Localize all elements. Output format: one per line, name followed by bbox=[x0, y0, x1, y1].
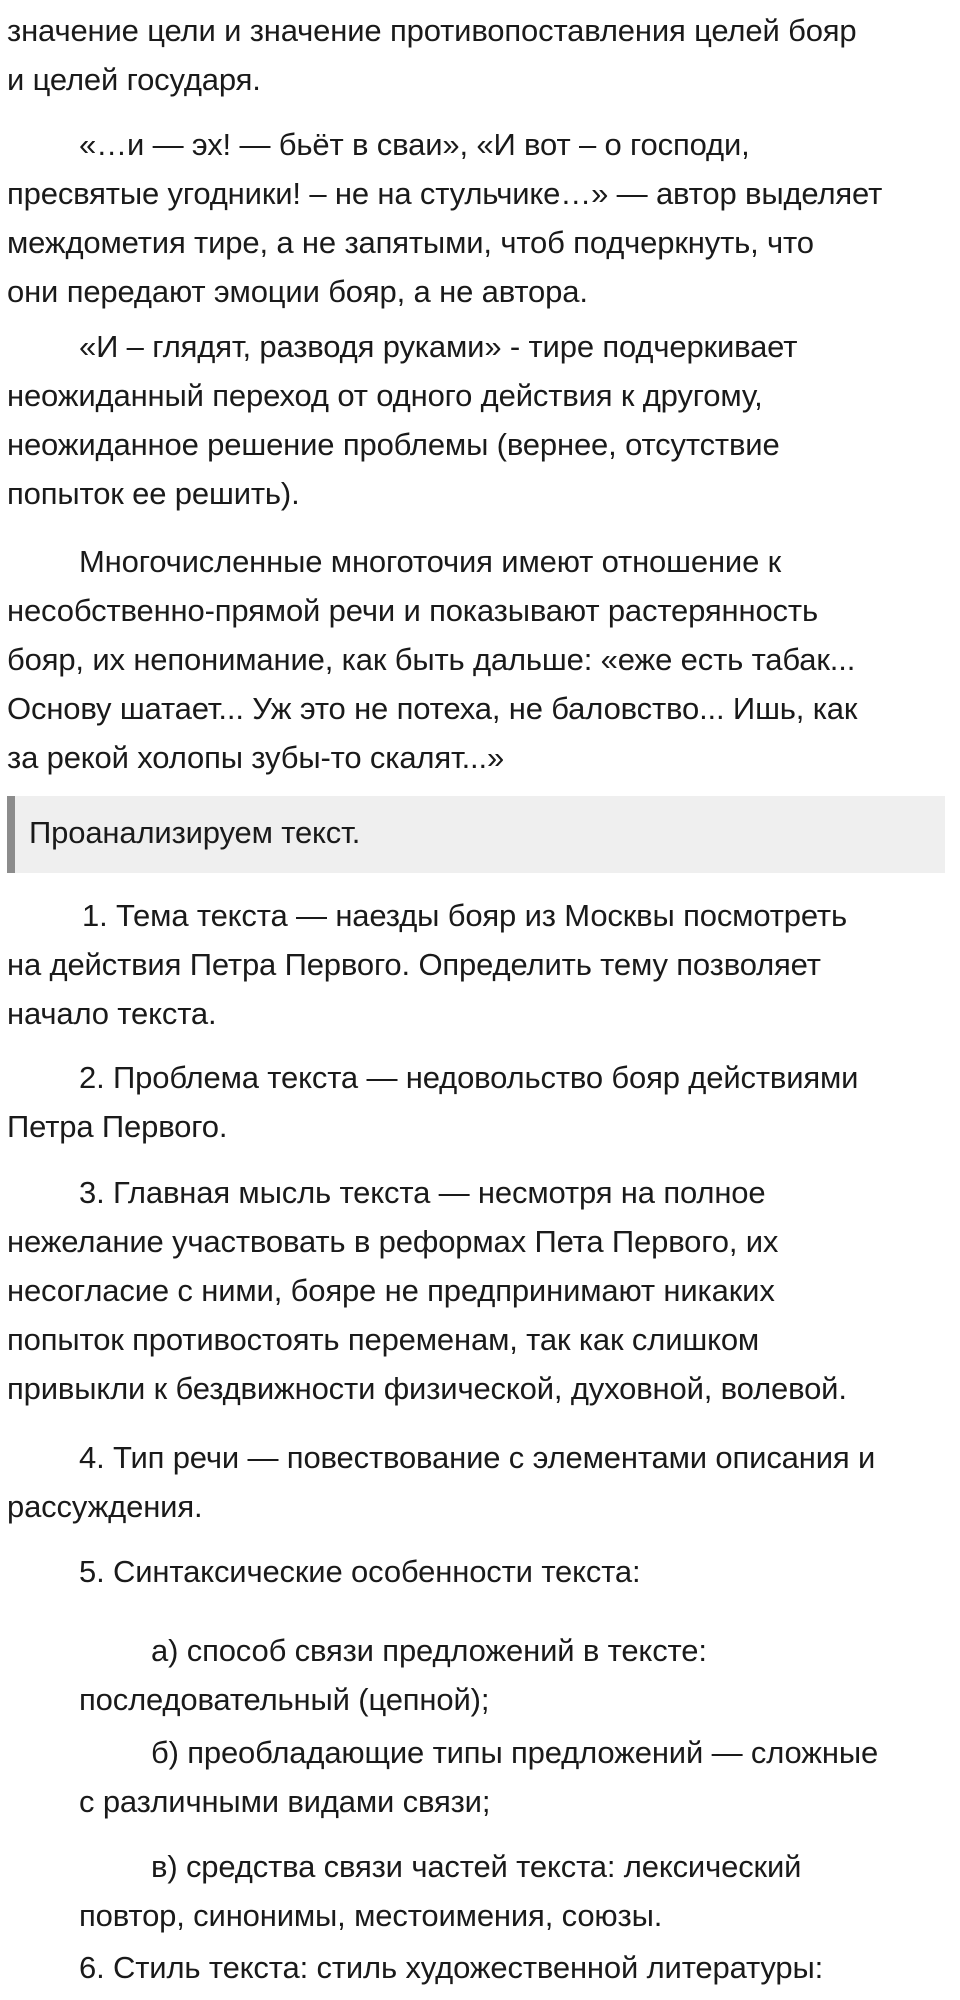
text-line: 2. Проблема текста — недовольство бояр действиями bbox=[79, 1060, 859, 1095]
analysis-item-style bbox=[7, 1943, 955, 1992]
text-line: «И – глядят, разводя руками» - тире подчеркивает bbox=[79, 329, 798, 364]
text-line: бояр, их непонимание, как быть дальше: «еже есть табак... bbox=[7, 642, 856, 677]
text-line: междометия тире, а не запятыми, чтоб подчеркнуть, что bbox=[7, 225, 814, 260]
analysis-item-problem bbox=[7, 1053, 955, 1151]
text-line: 1. Тема текста — наезды бояр из Москвы посмотреть bbox=[82, 898, 847, 933]
text-line: начало текста. bbox=[7, 996, 217, 1031]
text-line: на действия Петра Первого. Определить тему позволяет bbox=[7, 947, 821, 982]
text-line: а) способ связи предложений в тексте: bbox=[151, 1633, 707, 1668]
text-line: последовательный (цепной); bbox=[79, 1682, 490, 1717]
text-line: привыкли к бездвижности физической, духовной, волевой. bbox=[7, 1371, 847, 1406]
text-line: несобственно-прямой речи и показывают растерянность bbox=[7, 593, 818, 628]
analysis-item-syntax bbox=[7, 1547, 955, 1596]
text-line: повтор, синонимы, местоимения, союзы. bbox=[79, 1898, 663, 1933]
text-line: 5. Синтаксические особенности текста: bbox=[79, 1554, 641, 1589]
analysis-subitem-b bbox=[79, 1728, 955, 1826]
text-line: Основу шатает... Уж это не потеха, не баловство... Ишь, как bbox=[7, 691, 858, 726]
text-line: 6. Стиль текста: стиль художественной литературы: bbox=[79, 1950, 824, 1985]
text-line: несогласие с ними, бояре не предпринимают никаких bbox=[7, 1273, 775, 1308]
section-callout bbox=[7, 796, 945, 873]
analysis-item-topic bbox=[7, 891, 955, 1038]
text-line: попыток ее решить). bbox=[7, 476, 300, 511]
text-line: Петра Первого. bbox=[7, 1109, 228, 1144]
text-line: пресвятые угодники! – не на стульчике…» — автор выделяет bbox=[7, 176, 883, 211]
text-line: неожиданное решение проблемы (вернее, отсутствие bbox=[7, 427, 780, 462]
paragraph-interjections bbox=[7, 120, 955, 316]
text-line: неожиданный переход от одного действия к другому, bbox=[7, 378, 763, 413]
text-line: они передают эмоции бояр, а не автора. bbox=[7, 274, 588, 309]
text-line: рассуждения. bbox=[7, 1489, 203, 1524]
paragraph-goal-contrast bbox=[7, 6, 955, 104]
text-line: с различными видами связи; bbox=[79, 1784, 491, 1819]
analysis-item-speech-type bbox=[7, 1433, 955, 1531]
analysis-item-main-idea bbox=[7, 1168, 955, 1413]
text-line: 3. Главная мысль текста — несмотря на полное bbox=[79, 1175, 766, 1210]
text-line: 4. Тип речи — повествование с элементами описания и bbox=[79, 1440, 876, 1475]
analysis-subitem-a bbox=[79, 1626, 955, 1724]
text-line: б) преобладающие типы предложений — сложные bbox=[151, 1735, 879, 1770]
text-line: в) средства связи частей текста: лексический bbox=[151, 1849, 802, 1884]
text-line: за рекой холопы зубы-то скалят...» bbox=[7, 740, 505, 775]
text-line: «…и — эх! — бьёт в сваи», «И вот – о господи, bbox=[79, 127, 750, 162]
paragraph-dash-transition bbox=[7, 322, 955, 518]
analysis-subitem-c bbox=[79, 1842, 955, 1940]
text-line: попыток противостоять переменам, так как слишком bbox=[7, 1322, 760, 1357]
callout-text: Проанализируем текст. bbox=[29, 815, 361, 850]
text-line: нежелание участвовать в реформах Пета Первого, их bbox=[7, 1224, 779, 1259]
text-line: Многочисленные многоточия имеют отношение к bbox=[79, 544, 782, 579]
paragraph-ellipses bbox=[7, 537, 955, 782]
text-line: значение цели и значение противопоставления целей бояр bbox=[7, 13, 857, 48]
text-line: и целей государя. bbox=[7, 62, 261, 97]
